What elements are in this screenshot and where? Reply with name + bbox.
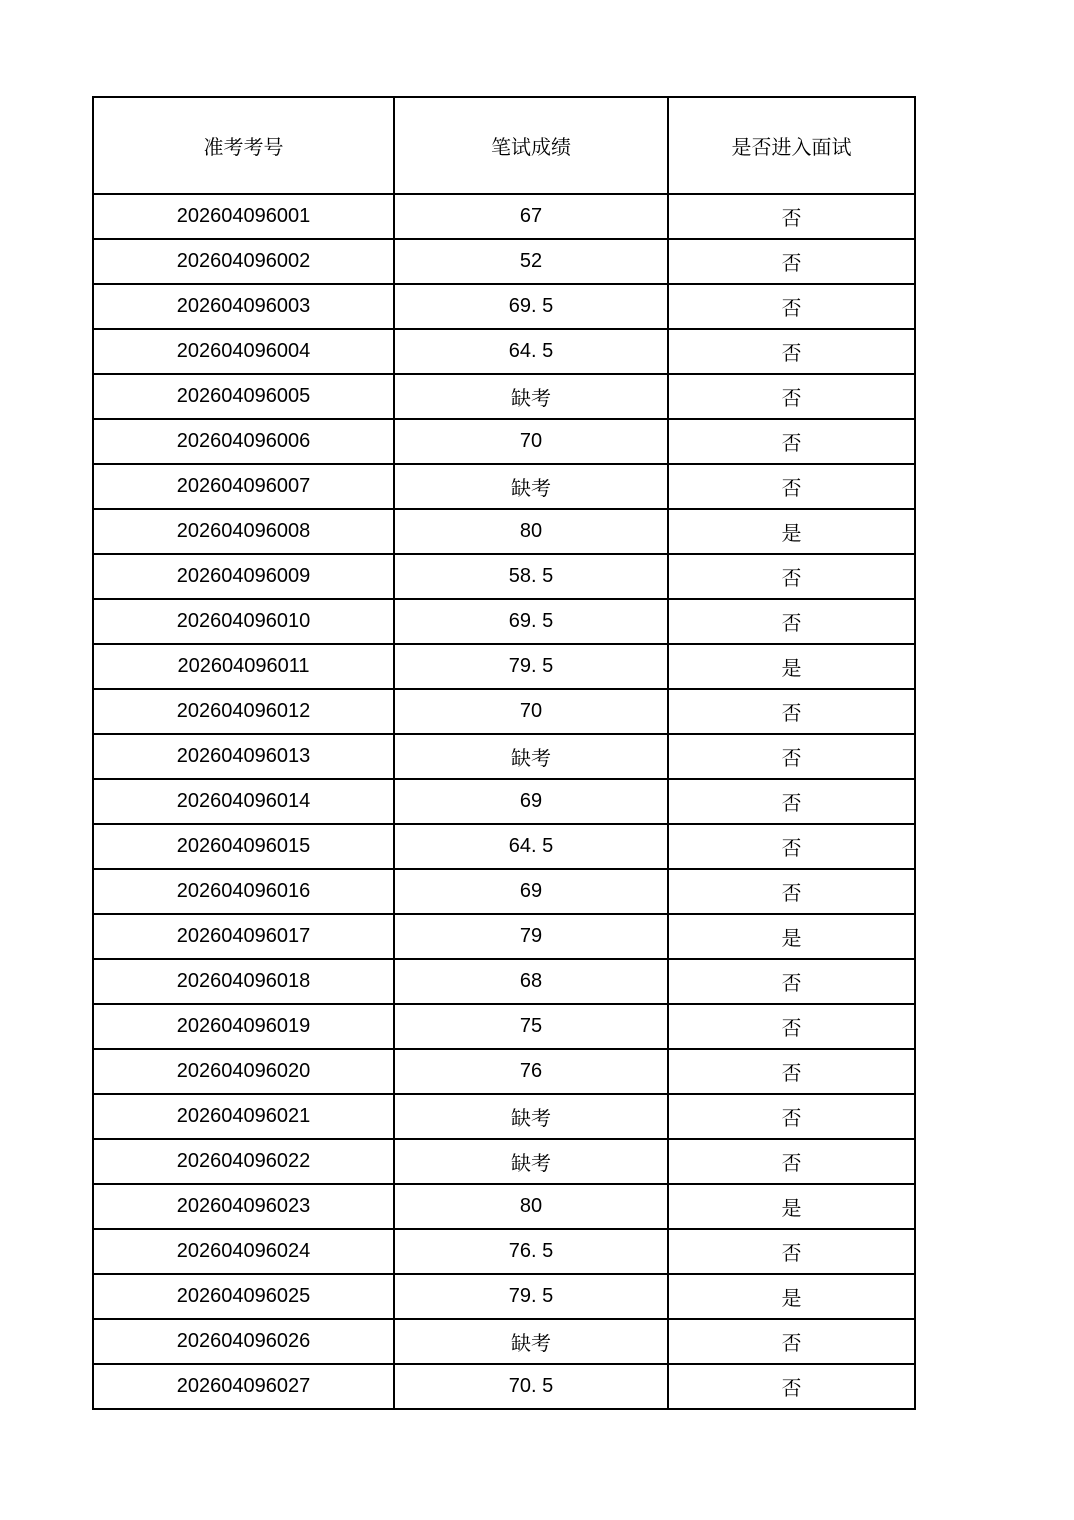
cell-written-score: 58. 5 xyxy=(394,554,668,599)
cell-admission-number: 202604096026 xyxy=(93,1319,394,1364)
cell-written-score: 79 xyxy=(394,914,668,959)
cell-admission-number: 202604096008 xyxy=(93,509,394,554)
cell-written-score: 79. 5 xyxy=(394,1274,668,1319)
cell-enter-interview: 否 xyxy=(668,869,915,914)
cell-written-score: 64. 5 xyxy=(394,824,668,869)
cell-admission-number: 202604096013 xyxy=(93,734,394,779)
cell-enter-interview: 否 xyxy=(668,779,915,824)
cell-enter-interview: 否 xyxy=(668,419,915,464)
cell-written-score: 缺考 xyxy=(394,1319,668,1364)
table-row xyxy=(93,869,915,914)
table-row xyxy=(93,419,915,464)
table-row xyxy=(93,689,915,734)
cell-admission-number: 202604096018 xyxy=(93,959,394,1004)
cell-admission-number: 202604096019 xyxy=(93,1004,394,1049)
cell-written-score: 80 xyxy=(394,509,668,554)
cell-admission-number: 202604096004 xyxy=(93,329,394,374)
cell-enter-interview: 是 xyxy=(668,644,915,689)
cell-admission-number: 202604096022 xyxy=(93,1139,394,1184)
column-header-admission-number: 准考考号 xyxy=(93,97,394,194)
cell-written-score: 76 xyxy=(394,1049,668,1094)
cell-admission-number: 202604096023 xyxy=(93,1184,394,1229)
cell-written-score: 缺考 xyxy=(394,1094,668,1139)
cell-enter-interview: 是 xyxy=(668,1274,915,1319)
exam-results-table xyxy=(92,96,916,1410)
cell-written-score: 79. 5 xyxy=(394,644,668,689)
table-header xyxy=(93,97,915,194)
header-row xyxy=(93,97,915,194)
cell-written-score: 缺考 xyxy=(394,1139,668,1184)
cell-admission-number: 202604096001 xyxy=(93,194,394,239)
cell-written-score: 缺考 xyxy=(394,734,668,779)
cell-enter-interview: 否 xyxy=(668,1319,915,1364)
cell-admission-number: 202604096003 xyxy=(93,284,394,329)
table-row xyxy=(93,554,915,599)
cell-written-score: 70 xyxy=(394,419,668,464)
table-row xyxy=(93,599,915,644)
table-row xyxy=(93,1184,915,1229)
cell-written-score: 67 xyxy=(394,194,668,239)
table-row xyxy=(93,329,915,374)
table-row xyxy=(93,1139,915,1184)
cell-written-score: 69 xyxy=(394,779,668,824)
cell-admission-number: 202604096012 xyxy=(93,689,394,734)
cell-enter-interview: 否 xyxy=(668,689,915,734)
table-row xyxy=(93,1049,915,1094)
cell-enter-interview: 否 xyxy=(668,1004,915,1049)
cell-admission-number: 202604096016 xyxy=(93,869,394,914)
table-row xyxy=(93,509,915,554)
cell-enter-interview: 否 xyxy=(668,1094,915,1139)
cell-admission-number: 202604096027 xyxy=(93,1364,394,1409)
cell-admission-number: 202604096020 xyxy=(93,1049,394,1094)
table-row xyxy=(93,1319,915,1364)
cell-written-score: 缺考 xyxy=(394,374,668,419)
cell-written-score: 69. 5 xyxy=(394,599,668,644)
cell-enter-interview: 否 xyxy=(668,1049,915,1094)
table-body xyxy=(93,194,915,1409)
cell-enter-interview: 否 xyxy=(668,599,915,644)
cell-admission-number: 202604096015 xyxy=(93,824,394,869)
cell-enter-interview: 是 xyxy=(668,509,915,554)
table-row xyxy=(93,824,915,869)
cell-written-score: 缺考 xyxy=(394,464,668,509)
cell-enter-interview: 否 xyxy=(668,1229,915,1274)
cell-enter-interview: 否 xyxy=(668,959,915,1004)
cell-enter-interview: 否 xyxy=(668,1139,915,1184)
cell-enter-interview: 是 xyxy=(668,1184,915,1229)
table-row xyxy=(93,734,915,779)
cell-admission-number: 202604096014 xyxy=(93,779,394,824)
cell-enter-interview: 是 xyxy=(668,914,915,959)
cell-written-score: 64. 5 xyxy=(394,329,668,374)
cell-admission-number: 202604096017 xyxy=(93,914,394,959)
table-row xyxy=(93,914,915,959)
table-row xyxy=(93,1229,915,1274)
table-row xyxy=(93,1094,915,1139)
cell-enter-interview: 否 xyxy=(668,239,915,284)
cell-written-score: 69. 5 xyxy=(394,284,668,329)
table-row xyxy=(93,779,915,824)
table-row xyxy=(93,239,915,284)
cell-enter-interview: 否 xyxy=(668,734,915,779)
cell-admission-number: 202604096005 xyxy=(93,374,394,419)
cell-enter-interview: 否 xyxy=(668,194,915,239)
column-header-written-score: 笔试成绩 xyxy=(394,97,668,194)
cell-enter-interview: 否 xyxy=(668,329,915,374)
cell-admission-number: 202604096002 xyxy=(93,239,394,284)
cell-written-score: 70. 5 xyxy=(394,1364,668,1409)
document-page xyxy=(92,96,916,1410)
table-row xyxy=(93,644,915,689)
cell-enter-interview: 否 xyxy=(668,554,915,599)
cell-written-score: 70 xyxy=(394,689,668,734)
cell-admission-number: 202604096025 xyxy=(93,1274,394,1319)
cell-admission-number: 202604096021 xyxy=(93,1094,394,1139)
table-row xyxy=(93,1004,915,1049)
table-row xyxy=(93,464,915,509)
cell-written-score: 80 xyxy=(394,1184,668,1229)
cell-written-score: 75 xyxy=(394,1004,668,1049)
cell-written-score: 52 xyxy=(394,239,668,284)
table-row xyxy=(93,284,915,329)
cell-admission-number: 202604096011 xyxy=(93,644,394,689)
cell-written-score: 69 xyxy=(394,869,668,914)
table-row xyxy=(93,374,915,419)
cell-admission-number: 202604096007 xyxy=(93,464,394,509)
table-row xyxy=(93,194,915,239)
cell-admission-number: 202604096024 xyxy=(93,1229,394,1274)
cell-enter-interview: 否 xyxy=(668,284,915,329)
cell-enter-interview: 否 xyxy=(668,464,915,509)
cell-written-score: 76. 5 xyxy=(394,1229,668,1274)
column-header-enter-interview: 是否进入面试 xyxy=(668,97,915,194)
cell-enter-interview: 否 xyxy=(668,374,915,419)
cell-admission-number: 202604096006 xyxy=(93,419,394,464)
cell-enter-interview: 否 xyxy=(668,824,915,869)
table-row xyxy=(93,1274,915,1319)
cell-admission-number: 202604096009 xyxy=(93,554,394,599)
table-row xyxy=(93,959,915,1004)
cell-admission-number: 202604096010 xyxy=(93,599,394,644)
table-row xyxy=(93,1364,915,1409)
cell-enter-interview: 否 xyxy=(668,1364,915,1409)
cell-written-score: 68 xyxy=(394,959,668,1004)
